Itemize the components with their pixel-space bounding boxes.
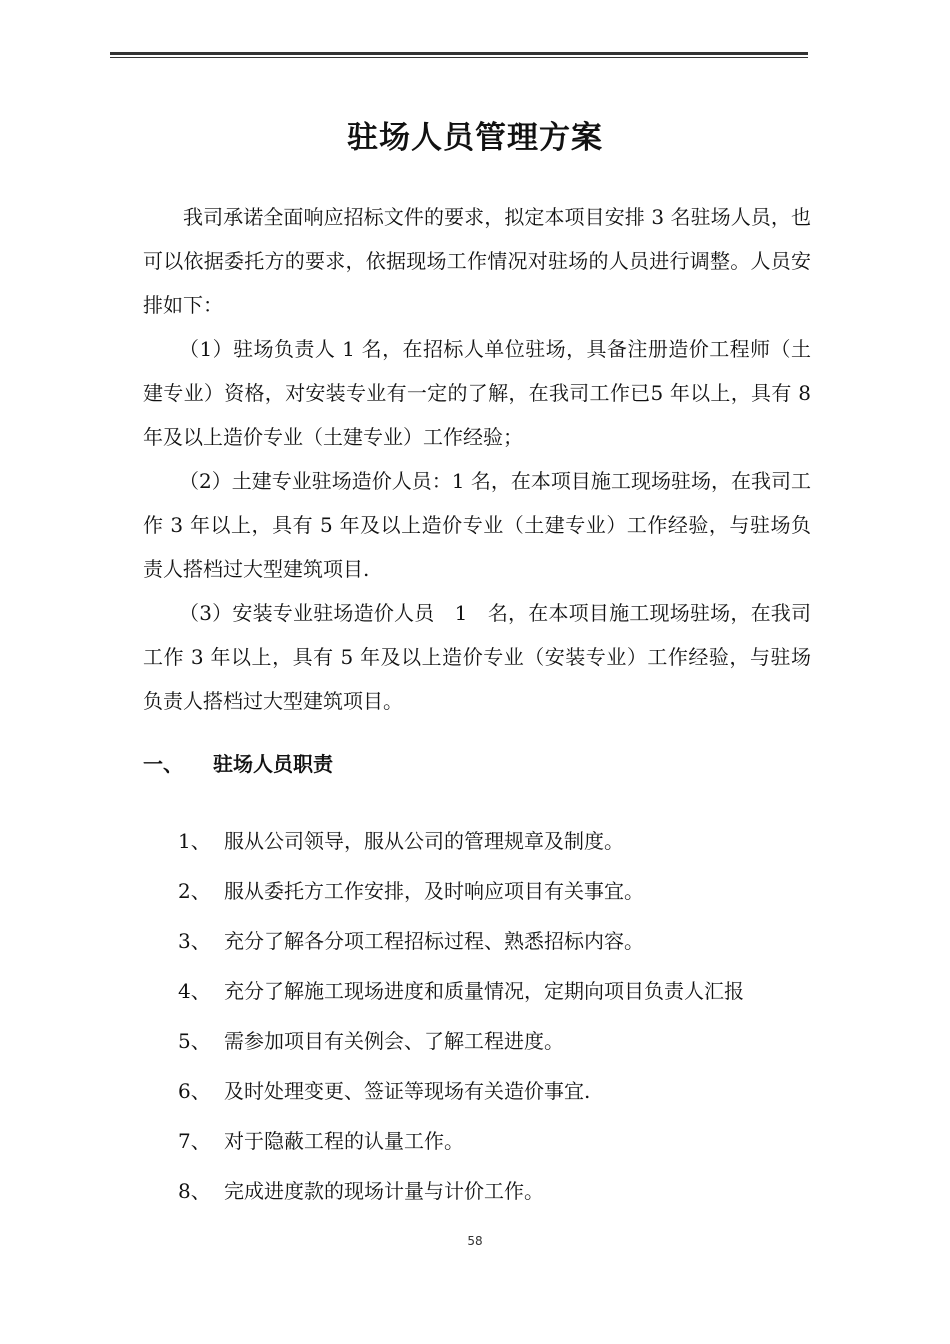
page-number: 58 <box>467 1234 483 1248</box>
list-item-text: 服从公司领导，服从公司的管理规章及制度。 <box>224 829 624 853</box>
list-item-text: 充分了解施工现场进度和质量情况，定期向项目负责人汇报 <box>224 979 744 1003</box>
list-item-text: 服从委托方工作安排，及时响应项目有关事宜。 <box>224 879 644 903</box>
list-item <box>178 916 818 966</box>
intro-paragraph: 我司承诺全面响应招标文件的要求，拟定本项目安排 3 名驻场人员，也可以依据委托方的要求，依据现场工作情况对驻场的人员进行调整。人员安排如下： <box>143 205 811 317</box>
list-item-text: 完成进度款的现场计量与计价工作。 <box>224 1179 544 1203</box>
list-item-number: 4、 <box>178 979 211 1003</box>
list-item <box>178 1166 818 1216</box>
list-item <box>178 1016 818 1066</box>
staff-item-2: （2）土建专业驻场造价人员：1 名，在本项目施工现场驻场，在我司工作 3 年以上，具有 5 年及以上造价专业（土建专业）工作经验，与驻场负责人搭档过大型建筑项目. <box>143 469 811 581</box>
list-item <box>178 866 818 916</box>
list-item-text: 对于隐蔽工程的认量工作。 <box>224 1129 464 1153</box>
page-title: 驻场人员管理方案 <box>347 120 603 156</box>
list-item-number: 3、 <box>178 929 211 953</box>
list-item-text: 充分了解各分项工程招标过程、熟悉招标内容。 <box>224 929 644 953</box>
section-title: 驻场人员职责 <box>213 752 333 776</box>
section-number: 一、 <box>143 752 183 776</box>
staff-item-1: （1）驻场负责人 1 名，在招标人单位驻场，具备注册造价工程师（土建专业）资格，对安装专业有一定的了解，在我司工作已5 年以上，具有 8 年及以上造价专业（土建专业）工作经验； <box>143 337 811 449</box>
list-item <box>178 1066 818 1116</box>
list-item-text: 需参加项目有关例会、了解工程进度。 <box>224 1029 564 1053</box>
header-rule <box>110 52 808 55</box>
staff-item-3: （3）安装专业驻场造价人员 1 名，在本项目施工现场驻场，在我司工作 3 年以上，具有 5 年及以上造价专业（安装专业）工作经验，与驻场负责人搭档过大型建筑项目。 <box>143 601 811 713</box>
list-item-number: 6、 <box>178 1079 211 1103</box>
list-item-text: 及时处理变更、签证等现场有关造价事宜. <box>224 1079 591 1103</box>
list-item <box>178 966 818 1016</box>
intro-body <box>143 195 811 723</box>
list-item <box>178 1116 818 1166</box>
list-item-number: 7、 <box>178 1129 211 1153</box>
list-item-number: 5、 <box>178 1029 211 1053</box>
section-heading <box>143 748 333 777</box>
list-item-number: 2、 <box>178 879 211 903</box>
list-item-number: 8、 <box>178 1179 211 1203</box>
list-item <box>178 816 818 866</box>
list-item-number: 1、 <box>178 829 211 853</box>
duty-list <box>178 816 818 1216</box>
